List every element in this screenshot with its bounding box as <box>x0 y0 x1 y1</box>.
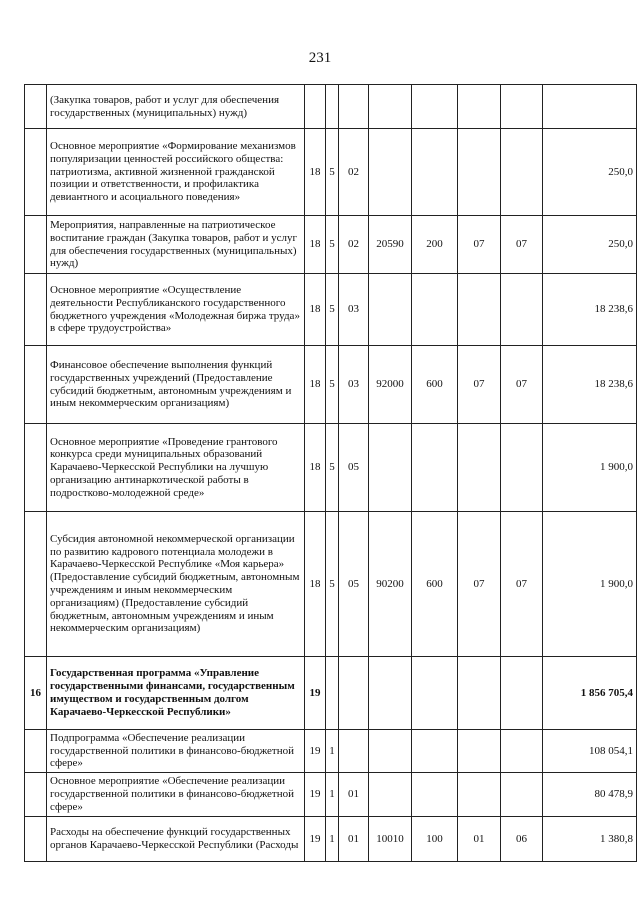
row-number <box>25 424 47 512</box>
direction-code: 90200 <box>369 512 412 657</box>
row-name: Мероприятия, направленные на патриотическое воспитание граждан (Закупка товаров, работ и услуг для обеспечения государственных (муниципальных) нужд) <box>47 216 305 274</box>
expense-type-code <box>412 657 458 730</box>
row-name: Подпрограмма «Обеспечение реализации государственной политики в финансово-бюджетной сфере» <box>47 730 305 773</box>
direction-code <box>369 424 412 512</box>
program-code: 18 <box>305 424 326 512</box>
activity-code <box>339 85 369 129</box>
row-name: Основное мероприятие «Осуществление деятельности Республиканского государственного бюджетного учреждения «Молодежная биржа труда» в сфере трудоустройства» <box>47 274 305 346</box>
subsection-code: 07 <box>501 512 543 657</box>
program-code: 18 <box>305 274 326 346</box>
row-amount: 108 054,1 <box>543 730 637 773</box>
subprogram-code: 5 <box>326 216 339 274</box>
subprogram-code: 5 <box>326 512 339 657</box>
section-code: 07 <box>458 512 501 657</box>
table-row <box>25 512 637 657</box>
subprogram-code: 1 <box>326 817 339 862</box>
subsection-code: 06 <box>501 817 543 862</box>
section-code: 07 <box>458 216 501 274</box>
program-code: 19 <box>305 657 326 730</box>
row-amount <box>543 85 637 129</box>
subsection-code: 07 <box>501 216 543 274</box>
direction-code <box>369 274 412 346</box>
expense-type-code <box>412 424 458 512</box>
subprogram-code: 1 <box>326 730 339 773</box>
row-amount: 80 478,9 <box>543 773 637 817</box>
row-number <box>25 346 47 424</box>
budget-table <box>24 84 637 862</box>
program-code: 18 <box>305 512 326 657</box>
row-number <box>25 512 47 657</box>
direction-code <box>369 730 412 773</box>
activity-code <box>339 657 369 730</box>
direction-code <box>369 773 412 817</box>
row-number <box>25 730 47 773</box>
subsection-code <box>501 129 543 216</box>
row-number <box>25 773 47 817</box>
subprogram-code: 5 <box>326 424 339 512</box>
activity-code <box>339 730 369 773</box>
row-name: Государственная программа «Управление государственными финансами, государственным имуществом и государственным долгом Карачаево-Черкесской Республики» <box>47 657 305 730</box>
subsection-code <box>501 274 543 346</box>
row-number <box>25 129 47 216</box>
section-code <box>458 274 501 346</box>
program-code: 18 <box>305 216 326 274</box>
subsection-code <box>501 657 543 730</box>
row-amount: 18 238,6 <box>543 274 637 346</box>
row-name: Финансовое обеспечение выполнения функций государственных учреждений (Предоставление субсидий бюджетным, автономным учреждениям и иным некоммерческим организациям) <box>47 346 305 424</box>
row-name: Основное мероприятие «Формирование механизмов популяризации ценностей российского общества: патриотизма, активной жизненной гражданской позиции и ответственности, и профилактика девиантного и асоциального поведения» <box>47 129 305 216</box>
table-row <box>25 773 637 817</box>
row-amount: 1 856 705,4 <box>543 657 637 730</box>
expense-type-code <box>412 730 458 773</box>
row-number <box>25 817 47 862</box>
subprogram-code <box>326 85 339 129</box>
activity-code: 03 <box>339 346 369 424</box>
table-row <box>25 424 637 512</box>
direction-code <box>369 85 412 129</box>
program-code <box>305 85 326 129</box>
activity-code: 01 <box>339 773 369 817</box>
subsection-code: 07 <box>501 346 543 424</box>
row-name: Основное мероприятие «Обеспечение реализации государственной политики в финансово-бюджетной сфере» <box>47 773 305 817</box>
subprogram-code: 5 <box>326 129 339 216</box>
direction-code <box>369 657 412 730</box>
section-code <box>458 657 501 730</box>
row-number <box>25 85 47 129</box>
table-row <box>25 274 637 346</box>
section-code <box>458 773 501 817</box>
table-row <box>25 657 637 730</box>
row-amount: 250,0 <box>543 129 637 216</box>
subprogram-code: 5 <box>326 274 339 346</box>
section-code <box>458 129 501 216</box>
table-row <box>25 216 637 274</box>
expense-type-code <box>412 773 458 817</box>
row-number: 16 <box>25 657 47 730</box>
expense-type-code <box>412 85 458 129</box>
section-code <box>458 424 501 512</box>
activity-code: 02 <box>339 216 369 274</box>
activity-code: 05 <box>339 512 369 657</box>
row-name: (Закупка товаров, работ и услуг для обеспечения государственных (муниципальных) нужд) <box>47 85 305 129</box>
row-amount: 1 900,0 <box>543 424 637 512</box>
table-row <box>25 85 637 129</box>
table-row <box>25 129 637 216</box>
table-row <box>25 730 637 773</box>
row-number <box>25 216 47 274</box>
subprogram-code: 5 <box>326 346 339 424</box>
section-code: 01 <box>458 817 501 862</box>
section-code <box>458 85 501 129</box>
activity-code: 05 <box>339 424 369 512</box>
subsection-code <box>501 424 543 512</box>
subsection-code <box>501 773 543 817</box>
expense-type-code: 100 <box>412 817 458 862</box>
row-amount: 18 238,6 <box>543 346 637 424</box>
direction-code: 10010 <box>369 817 412 862</box>
direction-code: 92000 <box>369 346 412 424</box>
row-number <box>25 274 47 346</box>
section-code: 07 <box>458 346 501 424</box>
program-code: 18 <box>305 346 326 424</box>
program-code: 18 <box>305 129 326 216</box>
row-amount: 1 900,0 <box>543 512 637 657</box>
table-row <box>25 346 637 424</box>
subprogram-code: 1 <box>326 773 339 817</box>
row-amount: 1 380,8 <box>543 817 637 862</box>
subsection-code <box>501 730 543 773</box>
row-name: Субсидия автономной некоммерческой организации по развитию кадрового потенциала молодежи в Карачаево-Черкесской Республике «Моя карьера» (Предоставление субсидий бюджетным, автономным учреждениям и иным некоммерческим организациям) (Предоставление субсидий бюджетным, автономным учреждениям и иным некоммерческим организациям) <box>47 512 305 657</box>
row-name: Расходы на обеспечение функций государственных органов Карачаево-Черкесской Республики (Расходы <box>47 817 305 862</box>
program-code: 19 <box>305 773 326 817</box>
row-amount: 250,0 <box>543 216 637 274</box>
expense-type-code: 600 <box>412 346 458 424</box>
table-body <box>25 85 637 862</box>
direction-code: 20590 <box>369 216 412 274</box>
expense-type-code: 600 <box>412 512 458 657</box>
activity-code: 01 <box>339 817 369 862</box>
section-code <box>458 730 501 773</box>
direction-code <box>369 129 412 216</box>
activity-code: 02 <box>339 129 369 216</box>
activity-code: 03 <box>339 274 369 346</box>
expense-type-code <box>412 129 458 216</box>
subsection-code <box>501 85 543 129</box>
expense-type-code <box>412 274 458 346</box>
page-number: 231 <box>308 50 332 66</box>
table-row <box>25 817 637 862</box>
subprogram-code <box>326 657 339 730</box>
program-code: 19 <box>305 817 326 862</box>
expense-type-code: 200 <box>412 216 458 274</box>
program-code: 19 <box>305 730 326 773</box>
row-name: Основное мероприятие «Проведение грантового конкурса среди муниципальных образований Карачаево-Черкесской Республики на лучшую организацию антинаркотической работы в подростково-молодежной среде» <box>47 424 305 512</box>
